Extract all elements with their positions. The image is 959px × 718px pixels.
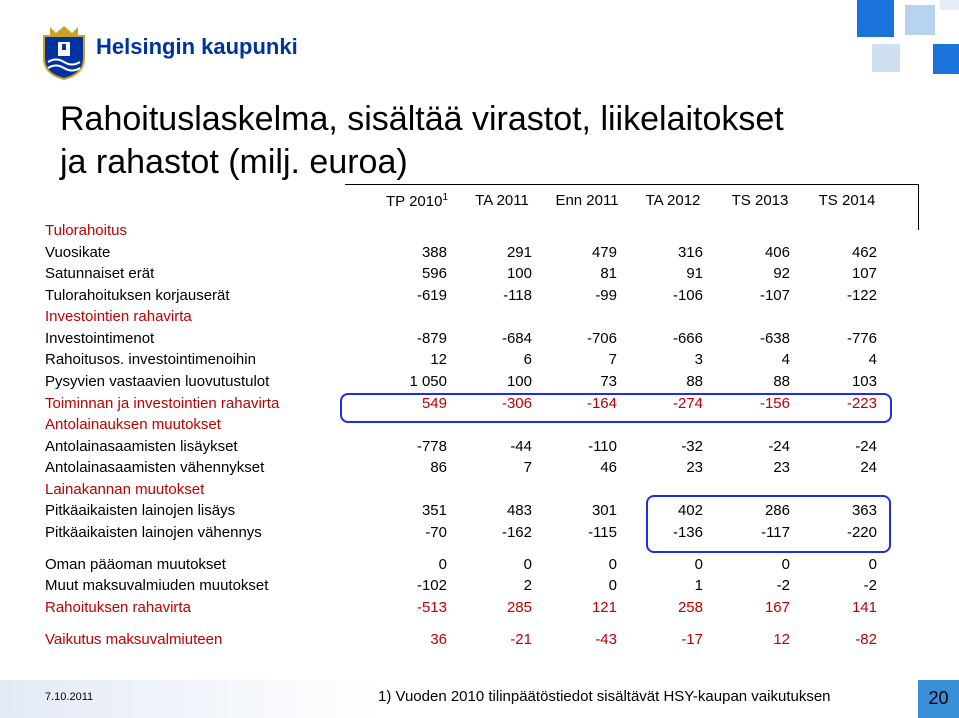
column-header-label: TA 2011 (475, 192, 529, 209)
row-label: Rahoitusos. investointimenoihin (45, 351, 256, 368)
column-header-label: TS 2013 (731, 192, 789, 209)
row-label: Investointien rahavirta (45, 308, 192, 325)
table-cell: 1 (694, 577, 703, 594)
table-row (45, 501, 905, 521)
column-header (462, 192, 542, 209)
table-cell: -110 (588, 438, 617, 455)
table-row (45, 458, 905, 478)
column-header-label: TA 2012 (645, 192, 701, 209)
table-cell: -43 (595, 631, 617, 648)
row-label: Vaikutus maksuvalmiuteen (45, 631, 223, 648)
table-cell: 46 (600, 459, 617, 476)
footer-date: 7.10.2011 (45, 691, 94, 703)
table-row (45, 264, 905, 284)
table-row (45, 243, 905, 263)
table-cell: -706 (586, 330, 617, 347)
table-cell: 0 (438, 556, 447, 573)
column-header-label: TP 2010 (386, 193, 443, 210)
table-cell: 4 (868, 351, 877, 368)
table-cell: -619 (416, 287, 447, 304)
table-row (45, 394, 905, 414)
table-cell: 596 (421, 265, 447, 282)
table-row (45, 437, 905, 457)
table-cell: 258 (677, 599, 703, 616)
table-cell: 92 (773, 265, 790, 282)
table-cell: 81 (600, 265, 617, 282)
row-label: Antolainauksen muutokset (45, 416, 221, 433)
column-header-label: Enn 2011 (555, 192, 619, 209)
table-cell: -2 (863, 577, 877, 594)
decor-square (940, 0, 959, 10)
table-cell: -32 (681, 438, 703, 455)
table-row (45, 286, 905, 306)
table-cell: -220 (846, 524, 877, 541)
table-cell: 88 (773, 373, 790, 390)
table-cell: -162 (501, 524, 532, 541)
table-cell: 7 (608, 351, 617, 368)
table-cell: 12 (430, 351, 447, 368)
column-header (807, 192, 887, 209)
table-cell: 388 (421, 244, 447, 261)
row-label: Antolainasaamisten lisäykset (45, 438, 238, 455)
table-cell: 24 (860, 459, 877, 476)
decor-square (872, 44, 900, 72)
table-cell: 88 (686, 373, 703, 390)
table-cell: -513 (416, 599, 447, 616)
table-cell: 167 (764, 599, 790, 616)
column-header (720, 192, 800, 209)
table-cell: 0 (608, 577, 617, 594)
table-cell: 4 (781, 351, 790, 368)
table-cell: 107 (851, 265, 877, 282)
column-header-label: TS 2014 (818, 192, 876, 209)
table-cell: 121 (591, 599, 617, 616)
row-label: Pysyvien vastaavien luovutustulot (45, 373, 270, 390)
table-cell: 363 (851, 502, 877, 519)
table-cell: 100 (506, 265, 532, 282)
table-cell: -136 (672, 524, 703, 541)
table-cell: -223 (846, 395, 877, 412)
table-cell: -684 (501, 330, 532, 347)
table-cell: -306 (501, 395, 532, 412)
table-cell: 23 (773, 459, 790, 476)
table-cell: 2 (523, 577, 532, 594)
row-label: Tulorahoituksen korjauserät (45, 287, 230, 304)
table-cell: -778 (416, 438, 447, 455)
table-cell: -118 (503, 287, 532, 304)
table-cell: -106 (672, 287, 703, 304)
table-cell: -24 (768, 438, 790, 455)
decor-square (857, 0, 894, 37)
table-cell: -44 (510, 438, 532, 455)
table-cell: 73 (600, 373, 617, 390)
table-cell: -82 (855, 631, 877, 648)
row-label: Antolainasaamisten vähennykset (45, 459, 265, 476)
column-header-footnote: 1 (442, 192, 448, 203)
table-cell: 0 (523, 556, 532, 573)
table-cell: 0 (781, 556, 790, 573)
table-cell: 462 (851, 244, 877, 261)
row-label: Toiminnan ja investointien rahavirta (45, 395, 280, 412)
table-cell: -776 (846, 330, 877, 347)
column-header (547, 192, 627, 209)
table-cell: -21 (510, 631, 532, 648)
table-cell: 406 (764, 244, 790, 261)
helsinki-crest-logo (40, 24, 88, 80)
table-right-border (918, 184, 919, 230)
table-row (45, 372, 905, 392)
row-label: Oman pääoman muutokset (45, 556, 226, 573)
table-cell: 23 (686, 459, 703, 476)
table-row (45, 307, 905, 327)
row-label: Investointimenot (45, 330, 155, 347)
decor-square (905, 5, 935, 35)
table-cell: 103 (851, 373, 877, 390)
table-row (45, 576, 905, 596)
row-label: Lainakannan muutokset (45, 481, 205, 498)
row-label: Pitkäaikaisten lainojen vähennys (45, 524, 262, 541)
page-number: 20 (918, 680, 959, 718)
org-name: Helsingin kaupunki (96, 34, 298, 59)
table-cell: -156 (759, 395, 790, 412)
table-cell: -638 (759, 330, 790, 347)
row-label: Muut maksuvalmiuden muutokset (45, 577, 269, 594)
column-header (377, 192, 457, 210)
table-cell: 549 (421, 395, 447, 412)
row-label: Satunnaiset erät (45, 265, 155, 282)
table-row (45, 415, 905, 435)
table-cell: -70 (425, 524, 447, 541)
table-cell: -24 (855, 438, 877, 455)
table-row (45, 329, 905, 349)
table-row (45, 221, 905, 241)
table-cell: 483 (506, 502, 532, 519)
row-label: Tulorahoitus (45, 222, 127, 239)
table-cell: 291 (506, 244, 532, 261)
table-top-border (345, 184, 918, 185)
title-line-2: ja rahastot (milj. euroa) (60, 143, 408, 181)
table-cell: -879 (416, 330, 447, 347)
row-label: Vuosikate (45, 244, 111, 261)
table-cell: 91 (686, 265, 703, 282)
table-cell: 316 (677, 244, 703, 261)
title-line-1: Rahoituslaskelma, sisältää virastot, liikelaitokset (60, 100, 784, 138)
table-cell: 286 (764, 502, 790, 519)
table-cell: -115 (588, 524, 617, 541)
table-cell: -102 (416, 577, 447, 594)
table-cell: 1 050 (409, 373, 447, 390)
table-row (45, 555, 905, 575)
table-cell: 402 (677, 502, 703, 519)
table-cell: 36 (430, 631, 447, 648)
table-cell: 3 (694, 351, 703, 368)
row-label: Pitkäaikaisten lainojen lisäys (45, 502, 236, 519)
table-cell: 86 (430, 459, 447, 476)
table-cell: 479 (591, 244, 617, 261)
table-cell: -274 (672, 395, 703, 412)
table-cell: 141 (851, 599, 877, 616)
row-label: Rahoituksen rahavirta (45, 599, 191, 616)
column-header (633, 192, 713, 209)
table-cell: 301 (591, 502, 617, 519)
table-cell: 7 (523, 459, 532, 476)
table-cell: 0 (868, 556, 877, 573)
table-cell: 285 (506, 599, 532, 616)
table-cell: 6 (523, 351, 532, 368)
page-title (60, 98, 920, 184)
table-cell: 100 (506, 373, 532, 390)
table-row (45, 523, 905, 543)
table-cell: -666 (672, 330, 703, 347)
table-cell: -99 (595, 287, 617, 304)
table-cell: 12 (773, 631, 790, 648)
table-cell: -107 (759, 287, 790, 304)
table-cell: 351 (421, 502, 447, 519)
table-row (45, 598, 905, 618)
table-row (45, 350, 905, 370)
table-row (45, 480, 905, 500)
table-cell: 0 (608, 556, 617, 573)
decor-square (933, 44, 959, 74)
table-cell: -117 (761, 524, 790, 541)
table-row (45, 630, 905, 650)
footer-note: 1) Vuoden 2010 tilinpäätöstiedot sisältävät HSY-kaupan vaikutuksen (378, 688, 831, 705)
table-cell: -2 (776, 577, 790, 594)
table-cell: 0 (694, 556, 703, 573)
table-cell: -17 (681, 631, 703, 648)
table-cell: -164 (586, 395, 617, 412)
table-cell: -122 (846, 287, 877, 304)
